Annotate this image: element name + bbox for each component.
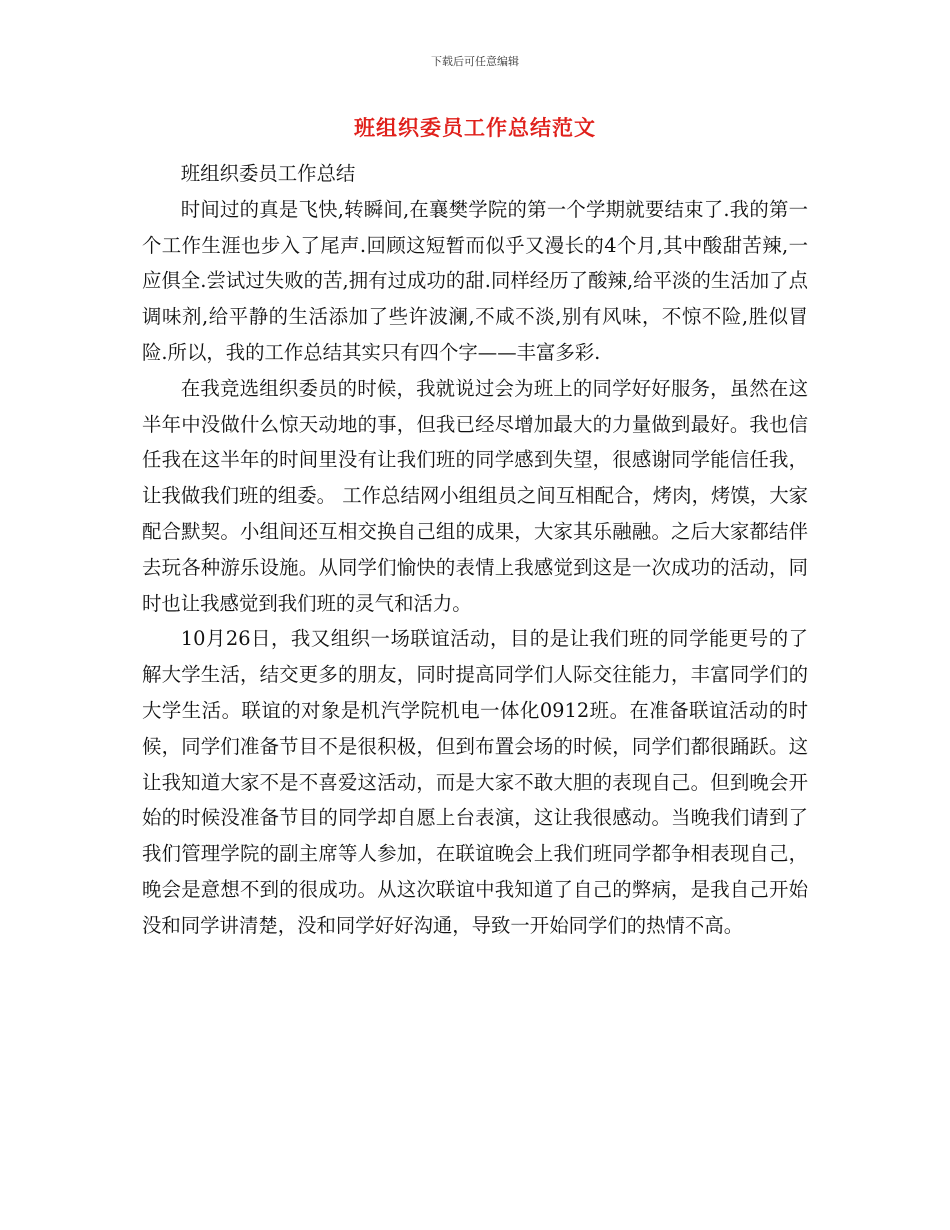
paragraph-3: 10月26日，我又组织一场联谊活动，目的是让我们班的同学能更号的了解大学生活，结交更多的朋友，同时提高同学们人际交往能力，丰富同学们的大学生活。联谊的对象是机汽学院机电一体化0912班。在准备联谊活动的时候，同学们准备节目不是很积极，但到布置会场的时候，同学们都很踊跃。这让我知道大家不是不喜爱这活动，而是大家不敢大胆的表现自己。但到晚会开始的时候没准备节目的同学却自愿上台表演，这让我很感动。当晚我们请到了我们管理学院的副主席等人参加，在联谊晚会上我们班同学都争相表现自己，晚会是意想不到的很成功。从这次联谊中我知道了自己的弊病，是我自己开始没和同学讲清楚，没和同学好好沟通，导致一开始同学们的热情不高。	[142, 627, 808, 937]
document-title: 班组织委员工作总结范文	[354, 115, 596, 140]
header-note: 下载后可任意编辑	[431, 55, 519, 68]
paragraph-1: 时间过的真是飞快,转瞬间,在襄樊学院的第一个学期就要结束了.我的第一个工作生涯也步入了尾声.回顾这短暂而似乎又漫长的4个月,其中酸甜苦辣,一应俱全.尝试过失败的苦,拥有过成功的甜.同样经历了酸辣,给平淡的生活加了点调味剂,给平静的生活添加了些许波澜,不咸不淡,别有风味，不惊不险,胜似冒险.所以，我的工作总结其实只有四个字——丰富多彩.	[142, 197, 808, 364]
subheading: 班组织委员工作总结	[180, 162, 356, 185]
paragraph-2: 在我竞选组织委员的时候，我就说过会为班上的同学好好服务，虽然在这半年中没做什么惊天动地的事，但我已经尽增加最大的力量做到最好。我也信任我在这半年的时间里没有让我们班的同学感到失望，很感谢同学能信任我，让我做我们班的组委。 工作总结网小组组员之间互相配合，烤肉，烤馍，大家配合默契。小组间还互相交换自己组的成果，大家其乐融融。之后大家都结伴去玩各种游乐设施。从同学们愉快的表情上我感觉到这是一次成功的活动，同时也让我感觉到我们班的灵气和活力。	[142, 376, 808, 615]
document-body	[142, 156, 808, 944]
